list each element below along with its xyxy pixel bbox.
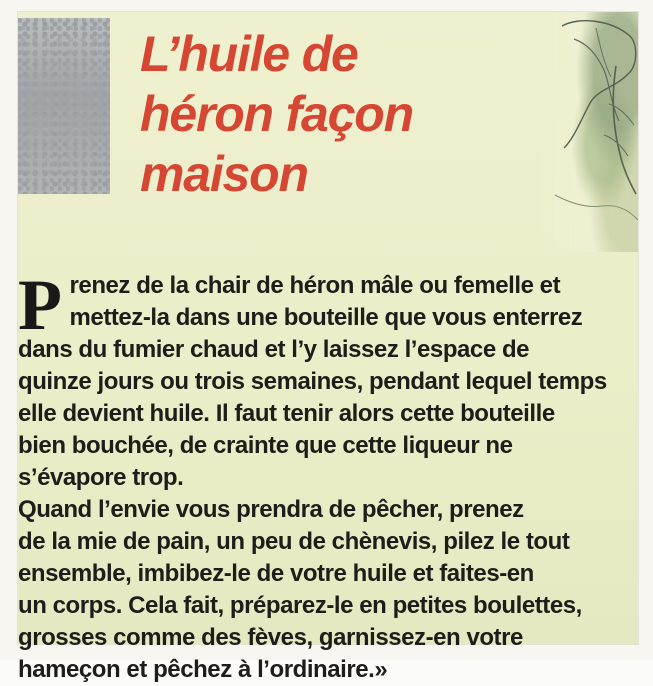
- drop-cap: P: [18, 265, 62, 345]
- article-clipping: [18, 12, 638, 683]
- article-body: [18, 238, 630, 686]
- tree-illustration: [540, 12, 638, 252]
- paragraph-1-text: renez de la chair de héron mâle ou femelle et mettez-la dans une bouteille que vous enterrez dans du fumier chaud et l’y laissez l’espace de quinze jours ou trois semaines, pendant lequel temps elle devient huile. Il faut tenir alors cette bouteille bien bouchée, de crainte que cette liqueur ne s’évapore trop.: [18, 272, 607, 491]
- paragraph-1: [18, 238, 630, 494]
- paragraph-2: Quand l’envie vous prendra de pêcher, prenez de la mie de pain, un peu de chènevis, pilez le tout ensemble, imbibez-le de votre huile et faites-en un corps. Cela fait, préparez-le en petites boulettes, grosses comme des fèves, garnissez-en votre hameçon et pêchez à l’ordinaire.»: [18, 496, 582, 683]
- article-title: L’huile de héron façon maison: [140, 26, 413, 202]
- article-photo: [18, 18, 110, 194]
